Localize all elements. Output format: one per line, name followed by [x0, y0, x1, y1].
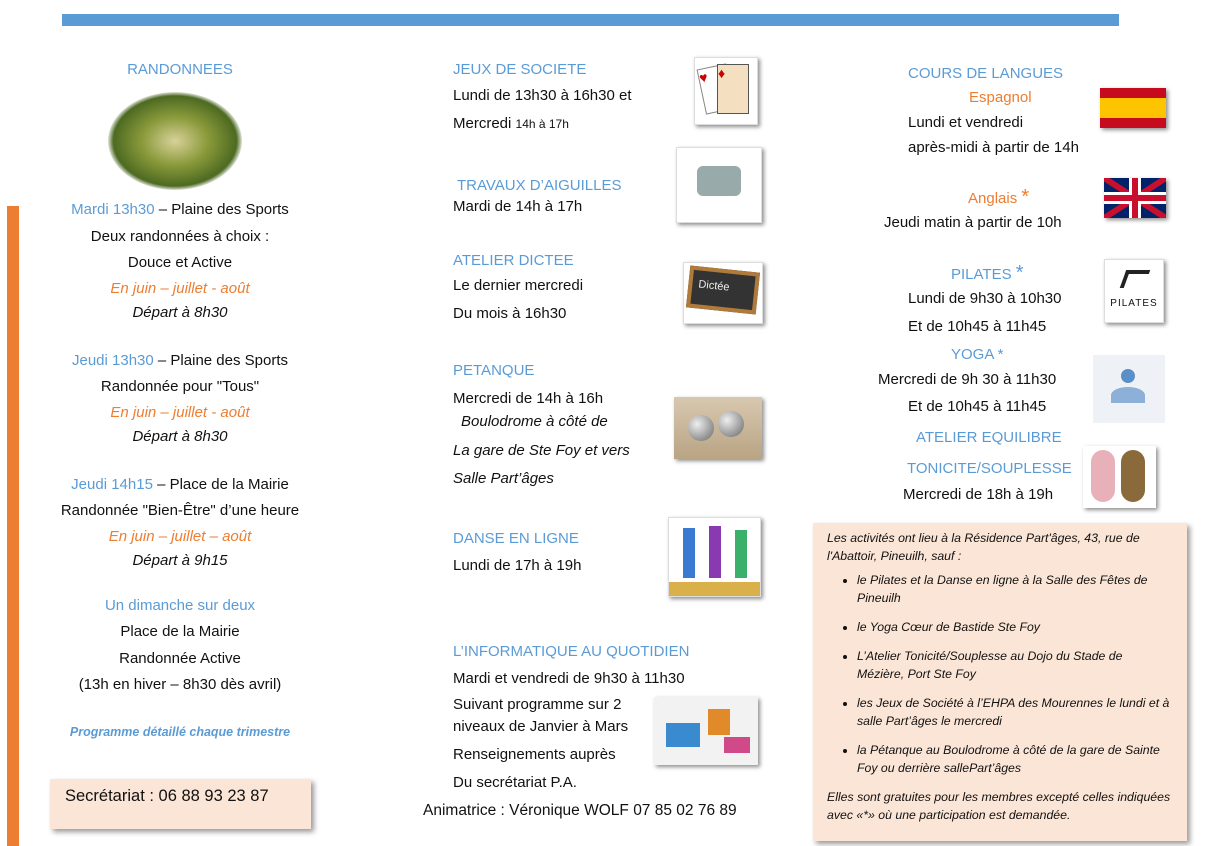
equilibre-line1: Mercredi de 18h à 19h [903, 486, 1054, 503]
informatique-line3: niveaux de Janvier à Mars [453, 718, 629, 735]
danse-line1: Lundi de 17h à 19h [453, 557, 582, 574]
mardi-depart: Départ à 8h30 [132, 303, 228, 321]
pilates-line1: Lundi de 9h30 à 10h30 [908, 290, 1062, 307]
espagnol-line1: Lundi et vendredi [908, 114, 1024, 131]
side-bar [7, 206, 19, 846]
mardi-desc2: Douce et Active [127, 254, 233, 271]
top-bar [62, 14, 1119, 26]
anglais-star: * [1021, 186, 1030, 208]
playing-cards-image: ♥ ♦ [694, 57, 758, 125]
langues-title: COURS DE LANGUES [908, 65, 1064, 82]
jeudi1-depart: Départ à 8h30 [132, 427, 228, 445]
dictee-title: ATELIER DICTEE [453, 252, 574, 269]
petanque-line3: La gare de Ste Foy et vers [453, 442, 630, 459]
dictee-line1: Le dernier mercredi [453, 277, 584, 294]
slate-image [683, 262, 763, 324]
notes-intro: Les activités ont lieu à la Résidence Part'âges, 43, rue de l'Abattoir, Pineuilh, sauf : [827, 531, 1140, 563]
equilibre-title: ATELIER EQUILIBRE [916, 429, 1062, 446]
informatique-title: L’INFORMATIQUE AU QUOTIDIEN [453, 643, 690, 660]
jeudi2-depart: Départ à 9h15 [132, 551, 228, 569]
jeudi1-desc: Randonnée pour "Tous" [100, 378, 260, 395]
slate-text: Dictée [686, 265, 760, 314]
pilates-star: * [1015, 262, 1024, 284]
notes-list [857, 571, 1173, 777]
dictee-line2: Du mois à 16h30 [453, 305, 567, 322]
pilates-line2: Et de 10h45 à 11h45 [908, 318, 1047, 335]
anglais-line1: Jeudi matin à partir de 10h [884, 214, 1062, 231]
notes-footer: Elles sont gratuites pour les membres excepté celles indiquées avec «*» où une participation est demandée. [827, 790, 1171, 822]
notes-item: • le Yoga Cœur de Bastide Ste Foy [857, 618, 1173, 636]
yoga-line2: Et de 10h45 à 11h45 [908, 398, 1047, 415]
mardi-time: Mardi 13h30 [71, 201, 155, 218]
espagnol-line2: après-midi à partir de 14h [908, 139, 1079, 156]
pilates-logo-text: PILATES [1110, 298, 1158, 309]
tonicite-title: TONICITE/SOUPLESSE [907, 460, 1072, 477]
dimanche-place: Place de la Mairie [120, 623, 240, 640]
petanque-line4: Salle Part’âges [453, 470, 554, 487]
line-dance-image [668, 517, 761, 597]
aiguilles-line1: Mardi de 14h à 17h [453, 198, 583, 215]
informatique-line4: Renseignements auprès [453, 746, 616, 763]
petanque-line2: Boulodrome à côté de [461, 413, 608, 430]
dancing-seniors-image [1083, 446, 1156, 508]
jeux-title: JEUX DE SOCIETE [453, 61, 587, 78]
spain-flag-icon [1100, 88, 1166, 128]
randonnees-schedule [30, 197, 330, 699]
mardi-desc: Deux randonnées à choix : [90, 227, 270, 245]
yoga-line1: Mercredi de 9h 30 à 11h30 [878, 371, 1057, 388]
yoga-image [1093, 355, 1165, 423]
dimanche-hours: (13h en hiver – 8h30 dès avril) [78, 676, 282, 693]
jeudi1-time: Jeudi 13h30 [72, 351, 154, 369]
espagnol-title: Espagnol [969, 89, 1032, 106]
jeudi2-time: Jeudi 14h15 [71, 475, 153, 493]
petanque-balls-image [674, 397, 762, 459]
dimanche-title: Un dimanche sur deux [104, 596, 256, 614]
notes-item: • le Pilates et la Danse en ligne à la Salle des Fêtes de Pineuilh [857, 571, 1173, 607]
anglais-title: Anglais [968, 190, 1022, 207]
randonnees-title: RANDONNEES [127, 61, 233, 78]
secretariat-phone: Secrétariat : 06 88 93 23 87 [65, 787, 269, 805]
notes-item: • L’Atelier Tonicité/Souplesse au Dojo du Stade de Mézière, Port Ste Foy [857, 647, 1173, 683]
aiguilles-title: TRAVAUX D’AIGUILLES [457, 177, 622, 194]
pilates-title: PILATES [951, 266, 1016, 283]
notes-box [813, 523, 1187, 841]
jeudi1-place: – Plaine des Sports [153, 351, 288, 369]
mardi-summer: En juin – juillet - août [110, 279, 250, 297]
jeudi2-desc: Randonnée "Bien-Être" d’une heure [60, 502, 300, 519]
uk-flag-icon [1104, 178, 1166, 218]
programme-note: Programme détaillé chaque trimestre [69, 725, 291, 739]
petanque-line1: Mercredi de 14h à 16h [453, 390, 604, 407]
jeux-line1: Lundi de 13h30 à 16h30 et [453, 87, 632, 104]
informatique-line1: Mardi et vendredi de 9h30 à 11h30 [453, 670, 685, 687]
jeux-line2: Mercredi [453, 115, 516, 132]
dimanche-desc: Randonnée Active [119, 649, 241, 667]
notes-item: • la Pétanque au Boulodrome à côté de la gare de Sainte Foy ou derrière sallePart’âges [857, 741, 1173, 777]
jeudi2-place: – Place de la Mairie [152, 475, 289, 493]
danse-title: DANSE EN LIGNE [453, 530, 579, 547]
pilates-logo [1104, 259, 1164, 323]
animatrice-contact: Animatrice : Véronique WOLF 07 85 02 76 89 [423, 802, 737, 819]
jeux-hours: 14h à 17h [515, 117, 569, 131]
notes-item: • les Jeux de Société à l’EHPA des Mourennes le lundi et à salle Part’âges le mercredi [857, 694, 1173, 730]
informatique-line5: Du secrétariat P.A. [453, 774, 577, 791]
forest-image [108, 92, 242, 190]
yoga-title: YOGA * [951, 346, 1004, 363]
secretariat-box [50, 779, 311, 829]
sewing-machine-image [676, 147, 762, 223]
jeudi1-summer: En juin – juillet - août [110, 403, 250, 421]
jeudi2-summer: En juin – juillet – août [108, 527, 252, 545]
petanque-title: PETANQUE [453, 362, 535, 379]
mardi-place: – Plaine des Sports [154, 201, 289, 218]
computer-devices-image [654, 697, 758, 765]
informatique-line2: Suivant programme sur 2 [453, 696, 622, 713]
